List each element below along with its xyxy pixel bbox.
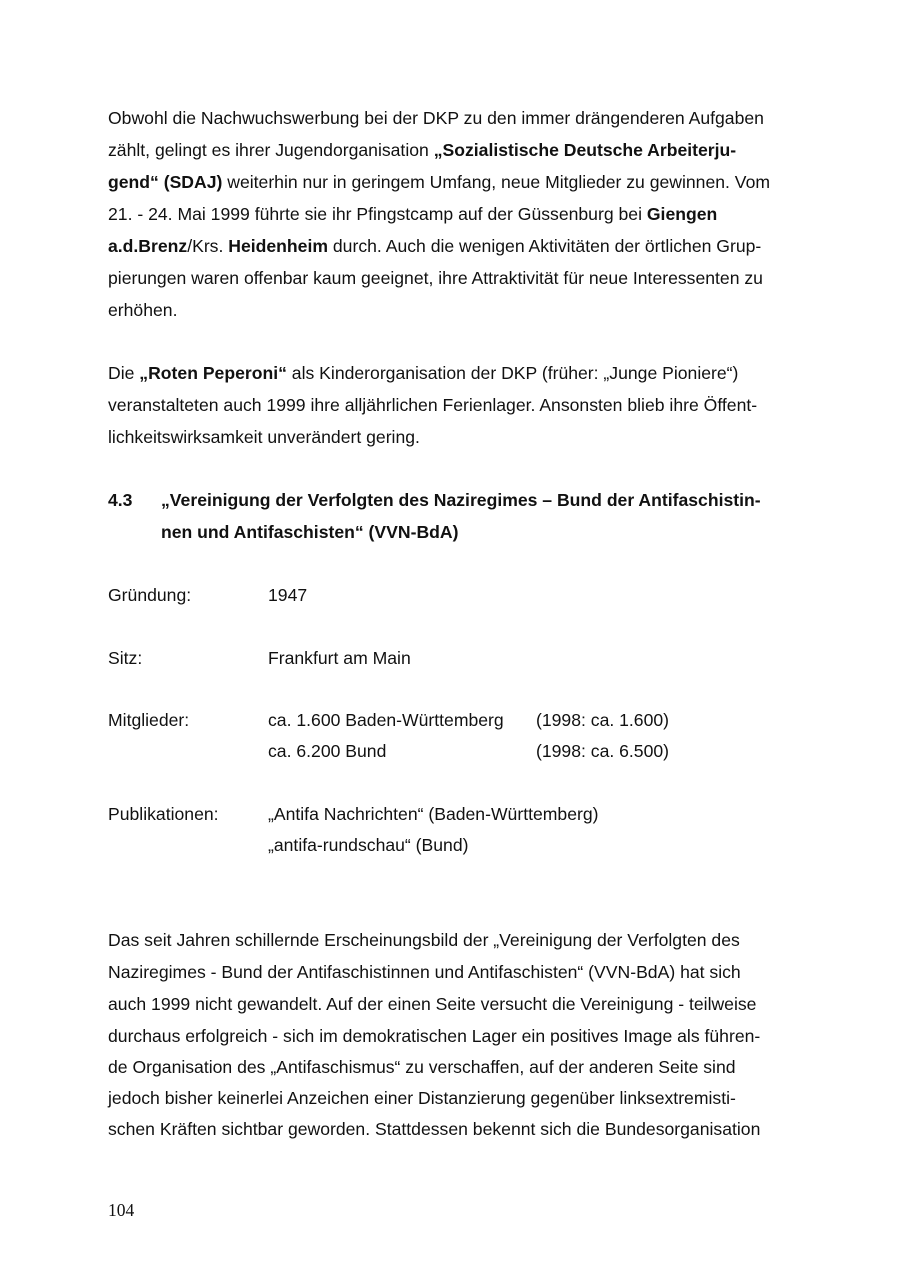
- seat-label: Sitz:: [108, 648, 143, 668]
- text-line: [108, 235, 761, 257]
- text-line: de Organisation des „Antifaschismus“ zu verschaffen, auf der anderen Seite sind: [108, 1057, 736, 1077]
- text-line: [108, 203, 717, 225]
- text-run: zählt, gelingt es ihrer Jugendorganisation: [108, 140, 434, 160]
- text-line: [108, 171, 770, 193]
- text-line: durchaus erfolgreich - sich im demokratischen Lager ein positives Image als führen-: [108, 1026, 761, 1046]
- text-line: [108, 362, 738, 384]
- section-title-line: nen und Antifaschisten“ (VVN-BdA): [161, 522, 459, 542]
- org-name-roten-peperoni: „Roten Peperoni“: [139, 363, 287, 383]
- text-line: veranstalteten auch 1999 ihre alljährlichen Ferienlager. Ansonsten blieb ihre Öffent-: [108, 395, 758, 415]
- text-run: weiterhin nur in geringem Umfang, neue Mitglieder zu gewinnen. Vom: [222, 172, 771, 192]
- members-bw-prev: (1998: ca. 1.600): [536, 710, 670, 730]
- founding-value: 1947: [268, 585, 308, 605]
- text-line: pierungen waren offenbar kaum geeignet, ihre Attraktivität für neue Interessenten zu: [108, 268, 763, 288]
- text-line: [108, 139, 736, 161]
- place-brenz: a.d.Brenz: [108, 236, 188, 256]
- text-line: lichkeitswirksamkeit unverändert gering.: [108, 427, 420, 447]
- text-line: Das seit Jahren schillernde Erscheinungsbild der „Vereinigung der Verfolgten des: [108, 930, 740, 950]
- publication-item: „antifa-rundschau“ (Bund): [268, 835, 469, 855]
- section-number: 4.3: [108, 490, 133, 510]
- members-bw: ca. 1.600 Baden-Württemberg: [268, 710, 504, 730]
- text-run: 21. - 24. Mai 1999 führte sie ihr Pfingstcamp auf der Güssenburg bei: [108, 204, 647, 224]
- org-name-sdaj-cont: gend“ (SDAJ): [108, 172, 223, 192]
- founding-label: Gründung:: [108, 585, 192, 605]
- section-title-line: „Vereinigung der Verfolgten des Naziregimes – Bund der Antifaschistin-: [161, 490, 761, 510]
- members-label: Mitglieder:: [108, 710, 190, 730]
- text-line: auch 1999 nicht gewandelt. Auf der einen Seite versucht die Vereinigung - teilweise: [108, 994, 757, 1014]
- org-name-sdaj: „Sozialistische Deutsche Arbeiterju-: [433, 140, 737, 160]
- members-bund-prev: (1998: ca. 6.500): [536, 741, 670, 761]
- place-heidenheim: Heidenheim: [228, 236, 328, 256]
- text-line: Naziregimes - Bund der Antifaschistinnen und Antifaschisten“ (VVN-BdA) hat sich: [108, 962, 741, 982]
- publications-label: Publikationen:: [108, 804, 219, 824]
- text-line: erhöhen.: [108, 300, 178, 320]
- text-run: als Kinderorganisation der DKP (früher: „Junge Pioniere“): [286, 363, 739, 383]
- text-run: Die: [108, 363, 140, 383]
- place-giengen: Giengen: [646, 204, 718, 224]
- text-run: /Krs.: [187, 236, 229, 256]
- text-line: jedoch bisher keinerlei Anzeichen einer Distanzierung gegenüber linksextremisti-: [108, 1088, 736, 1108]
- publication-item: „Antifa Nachrichten“ (Baden-Württemberg): [268, 804, 599, 824]
- text-line: Obwohl die Nachwuchswerbung bei der DKP zu den immer drängenderen Aufgaben: [108, 108, 764, 128]
- text-line: schen Kräften sichtbar geworden. Stattdessen bekennt sich die Bundesorganisation: [108, 1119, 761, 1139]
- text-run: durch. Auch die wenigen Aktivitäten der örtlichen Grup-: [328, 236, 762, 256]
- page-number: 104: [108, 1200, 135, 1220]
- members-bund: ca. 6.200 Bund: [268, 741, 387, 761]
- seat-value: Frankfurt am Main: [268, 648, 411, 668]
